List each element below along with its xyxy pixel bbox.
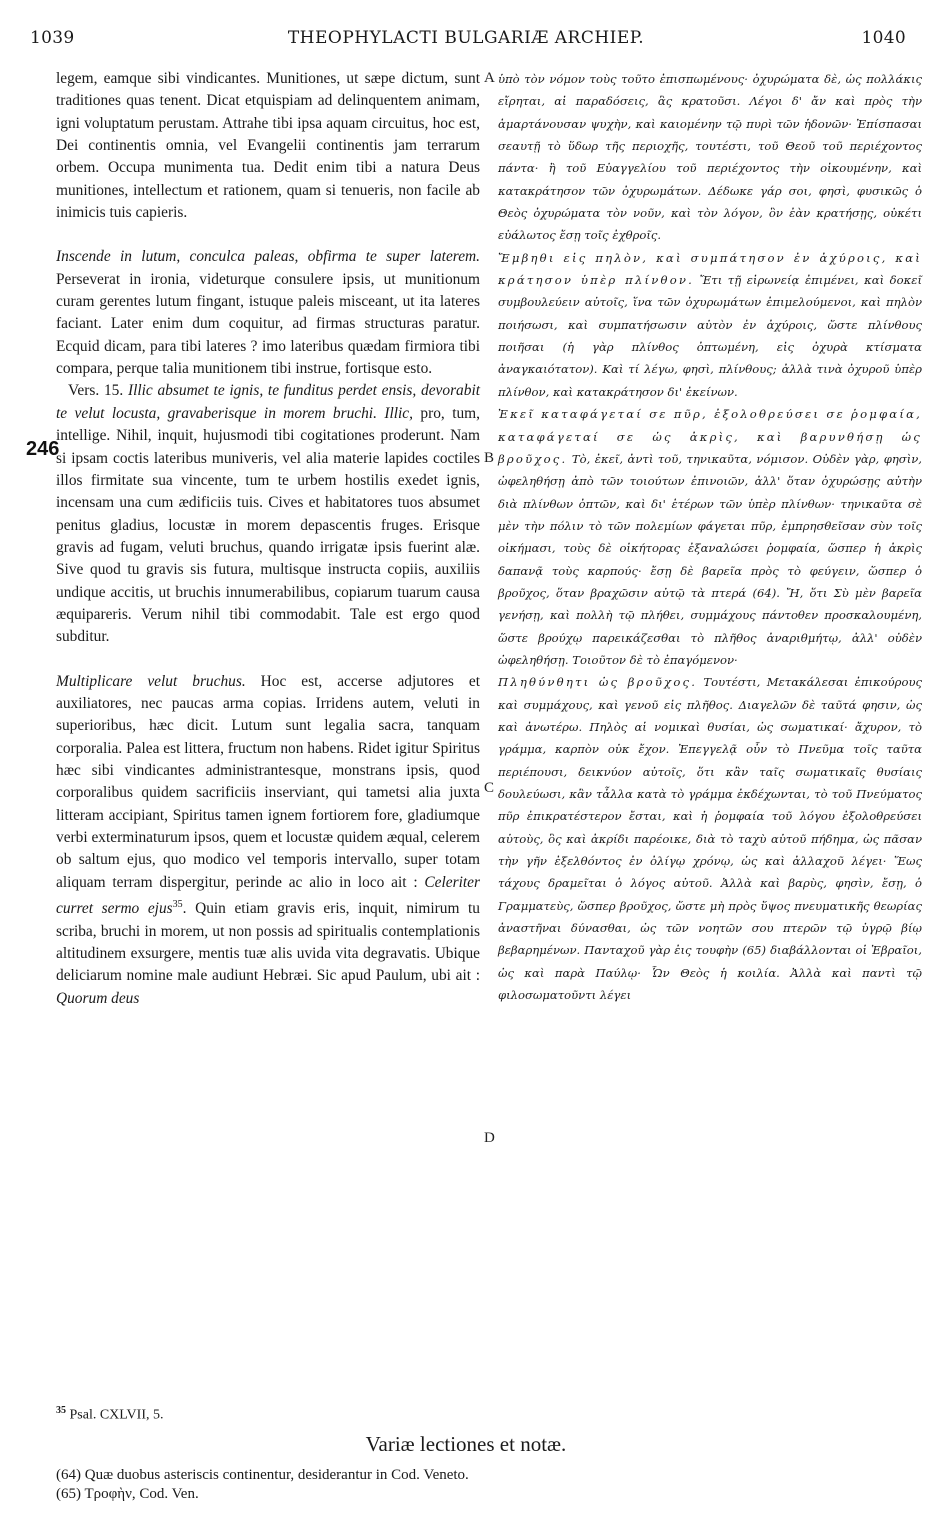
- latin-lemma-3: Illic absumet te ignis, te funditus perdet ensis, devorabit te velut locusta, gravaberisque in morem bruchi. Illic,: [56, 382, 480, 422]
- greek-lemma-2: Ἔμβηθι εἰς πηλὸν, καὶ συμπάτησον ἐν ἀχύροις, καὶ κράτησον ὑπὲρ πλίνθον.: [498, 250, 922, 288]
- greek-paragraph-3: [498, 403, 922, 671]
- greek-text-3: Τὸ, ἐκεῖ, ἀντὶ τοῦ, τηνικαῦτα, νόμισον. Οὐδὲν γὰρ, φησὶν, ὠφεληθήσῃ ἀπὸ τῶν τοιούτων ἐπινοιῶν, ἀλλ' ὅταν ὀχυρώσῃς αὐτὴν διὰ πλίνθων ὀπτῶν, καὶ δι' ἑτέρων τῶν ὑπὲρ πλίνθων· τηνικαῦτα σὲ μὲν τὴν πόλιν τὸ τῶν πολεμίων φάγεται πῦρ, ἐμπρησθεῖσαν σὺν τοῖς οἰκήμασι, τοὺς δὲ οἰκήτορας ἐξαναλώσει ῥομφαία, ὥσπερ ἡ ἀκρὶς δαπανᾷ τοὺς καρπούς· ἔσῃ δὲ βαρεῖα πρὸς τὸ φεύγειν, ὥσπερ ὁ βροῦχος, ὅταν βραχῶσιν αὐτῷ τὰ πτερά (64). Ἤ, ὅτι Σὺ μὲν βαρεῖα γενήσῃ, καὶ πολλὴ τῷ πλήθει, συμμάχους πάντοθεν προσκαλουμένη, ὥστε βρούχῳ παρεικάζεσθαι τὸ πλῆθος ἀναριθμήτῳ, ἀλλ' οὐδὲν ὠφεληθήσῃ. Τοιοῦτον δὲ τὸ ἐπαγόμενον·: [498, 451, 922, 667]
- latin-paragraph-1: legem, eamque sibi vindicantes. Munitiones, ut sæpe dictum, sunt traditiones quas tenent. Dicat etquispiam ad delinquentem animam, igni voluptatum perustam. Attrahe tibi ipsa aquam circuitus, hoc est, Dei continentis omnia, vel Evangelii continentis jam terrarum orbem. Occupa munimenta tua. Dedit enim tibi a natura Deus munitiones, intellectum et rationem, quam si tenueris, non facile ab inimicis tuis capieris.: [56, 70, 480, 222]
- footnote-number: 35: [56, 1405, 66, 1416]
- latin-text-4b: . Quin etiam gravis eris, inquit, nimirum tu scriba, bruchi in morem, ut non possis ad spiritualis contemplationis altitudinem exsurgere, mentis tuæ alis uvida vita degravatis. Ubique deliciarum nomine male audiunt Hebræi. Sic apud Paulum, ubi ait :: [56, 900, 480, 985]
- greek-paragraph-1: ὑπὸ τὸν νόμον τοὺς τοῦτο ἐπισπωμένους· ὀχυρώματα δὲ, ὡς πολλάκις εἴρηται, αἱ παραδόσεις, ἃς κρατοῦσι. Λέγοι δ' ἄν καὶ πρὸς τὴν ἁμαρτάνουσαν ψυχὴν, καὶ καιομένην τῷ πυρὶ τῶν ἡδονῶν· Ἐπίσπασαι σεαυτῇ τὸ ὕδωρ τῆς περιοχῆς, τουτέστι, τοῦ Θεοῦ τοῦ περιέχοντος πάντα· ἢ τοῦ Εὐαγγελίου τοῦ περιέχοντος τὴν οἰκουμένην, καὶ κατακράτησον τῶν ὀχυρωμάτων. Δέδωκε γάρ σοι, φησὶ, φυσικῶς ὁ Θεὸς ὀχυρώματα τὸν νοῦν, καὶ τὸν λόγον, ὃν ἐὰν κρατήσῃς, οὐκέτι εὐάλωτος ἔσῃ τοῖς ἐχθροῖς.: [498, 72, 922, 243]
- greek-text-4: Τουτέστι, Μετακάλεσαι ἐπικούρους καὶ συμμάχους, καὶ γενοῦ εἰς πλῆθος. Διαγελῶν δὲ ταῦτά φησιν, ὡς καὶ ἀνωτέρω. Πηλὸς αἱ νομικαὶ θυσίαι, ὡς σωματικαί· ἄχυρον, τὸ γράμμα, καρπὸν οὐκ ἔχον. Ἐπεγγελᾷ οὖν τὸ Πνεῦμα τοῖς ταῦτα περιέπουσι, δεικνύον αὐτοῖς, ὅτι κἂν ταῖς σωματικαῖς θυσίαις δουλεύωσι, κἂν τἆλλα κατὰ τὸ γράμμα ἐκδέχωνται, τὸ τοῦ Πνεύματος πῦρ ἐπικρατέστερον ἔσται, καὶ ἡ ῥομφαία τοῦ λόγου ἐξολοθρεύσει αὐτοὺς, ὃς καὶ ἀκρίδι παρέοικε, διὰ τὸ ταχὺ αὐτοῦ πήδημα, ὡς πᾶσαν τὴν γῆν ἐξελθόντος ἐν ὀλίγῳ χρόνῳ, ὡς καὶ ἀλλαχοῦ λέγει· Ἕως τάχους δραμεῖται ὁ λόγος αὐτοῦ. Ἀλλὰ καὶ βαρὺς, φησὶν, ἔσῃ, ὁ Γραμματεὺς, ὥσπερ βροῦχος, ὥστε μὴ πρὸς ὕψος πνευματικῆς θεωρίας ἀναστῆναι δύνασθαι, ὡς τῶν νοητῶν σου πτερῶν τῷ ὑγρῷ βίῳ βεβαρημένων. Πανταχοῦ γὰρ ἐις τουφὴν (65) διαβάλλονται οἱ Ἑβραῖοι, ὡς καὶ παρὰ Παύλῳ· Ὧν Θεὸς ἡ κοιλία. Ἀλλὰ καὶ παντὶ τῷ φιλοσωματοῦντι λέγει: [498, 675, 922, 1003]
- latin-citation: Celeriter curret sermo ejus: [56, 873, 480, 918]
- footnote-text: Psal. CXLVII, 5.: [66, 1407, 164, 1423]
- margin-marker-b: B: [484, 450, 495, 466]
- greek-paragraph-4: [498, 671, 922, 1006]
- greek-lemma-4: Πληθύνθητι ὡς βροῦχος.: [498, 675, 698, 690]
- page-number-right: 1040: [861, 28, 906, 48]
- note-65: (65) Τροφὴν, Cod. Ven.: [56, 1486, 199, 1502]
- latin-paragraph-3: [56, 380, 480, 648]
- latin-paragraph-4: [56, 671, 480, 1010]
- footnote: [56, 1405, 164, 1424]
- margin-marker-d: D: [484, 1130, 495, 1146]
- verse-label: Vers. 15.: [68, 382, 124, 400]
- latin-paragraph-2: [56, 246, 480, 380]
- latin-citation-2: Quorum deus: [56, 989, 140, 1007]
- note-64: (64) Quæ duobus asteriscis continentur, desiderantur in Cod. Veneto.: [56, 1467, 469, 1483]
- side-number: 246: [26, 438, 60, 460]
- margin-marker-a: A: [484, 70, 495, 86]
- greek-text-2: Ἔτι τῇ εἰρωνείᾳ ἐπιμένει, καὶ δοκεῖ συμβουλεύειν αὐτοῖς, ἵνα τῶν ὀχυρωμάτων ἐπιμελούμενοι, καὶ πηλὸν ποιήσωσι, καὶ συμπατήσωσιν αὐτὸν ἐν ἀχύροις, ὥστε πλίνθους ποιῆσαι (ἡ γὰρ πλίνθος ὀπτωμένη, εἰς ὀχυρὰ κτίσματα ἀναγκαιότατον). Καὶ τί λέγω, φησὶ, πλίνθους; ἀλλὰ τινὰ ὀχυροῦ ὑπὲρ πλίνθον, καὶ κατακράτησον δι' ἐκείνων.: [498, 273, 923, 399]
- greek-paragraph-2: [498, 247, 922, 403]
- latin-text-3: pro, tum, intellige. Nihil, inquit, hujusmodi tibi cogitationes proderunt. Nam si ipsam coctis lateribus muniveris, vel alia materie lapides coctiles illos firmitate sua vincente, tum te urbem hostilis exedet ignis, incensam una cum ædificiis tuis. Cives et habitatores tuos absumet penitus gladius, locustæ in morem depascentis fruges. Erisque gravis ad fugam, veluti bruchus, quando irrigatæ ipsis fuerint alæ. Sive quod tu gravis sis futura, multisque instructa copiis, auxiliis undique accitis, ut bruchis innumerabilibus, copiarum tuarum causa æquipareris. Verum nihil tibi commodabit. Tale est ergo quod subditur.: [56, 404, 480, 646]
- latin-lemma-2: Inscende in lutum, conculca paleas, obfirma te super laterem.: [56, 248, 480, 266]
- latin-column: [56, 68, 480, 1010]
- latin-text-4: Hoc est, accerse adjutores et auxiliatores, nec paucas arma copias. Irridens autem, veluti in superioribus, hæc dicit. Lutum sunt legalia sacra, tanquam corporalia. Palea est littera, fructum non habens. Ridet igitur Spiritus hæc sibi vindicantes administrantesque, monstrans ipsis, quod corporalibus quidem sacrificiis inserviant, qui tametsi alia juxta litteram accipiant, Spiritus tamen ignem fortiorem fore, gladiumque verbi exterminaturum ipsos, quem et locustæ quidem æqual, celerem ob saltum ejus, quo modico vel temporis intervallo, super totam aliquam terram dispergitur, perinde ac alio in loco ait :: [56, 672, 480, 891]
- greek-lemma-3: Ἐκεῖ καταφάγεταί σε πῦρ, ἐξολοθρεύσει σε ῥομφαία, καταφάγεταί σε ὡς ἀκρὶς, καὶ βαρυνθήσῃ ὡς βροῦχος.: [498, 407, 922, 466]
- running-header: [0, 28, 932, 58]
- latin-lemma-4: Multiplicare velut bruchus.: [56, 672, 246, 690]
- running-title: THEOPHYLACTI BULGARIÆ ARCHIEP.: [287, 28, 645, 48]
- variant-notes: [56, 1466, 916, 1504]
- latin-text-2: Perseverat in ironia, videturque consulere ipsis, ut munitionum curam gerentes lutum fingant, istuque paleis misceant, ut ita lateres faciant. Later enim dum coquitur, ad firmas structuras paratur. Ecquid dicam, para tibi lateres ? imo lateribus quædam firmiora tibi compara, perque talia munitionem tibi instrue, fortisque esto.: [56, 270, 480, 378]
- page-number-left: 1039: [30, 28, 75, 48]
- notes-heading: Variæ lectiones et notæ.: [365, 1432, 567, 1456]
- margin-marker-c: C: [484, 780, 495, 796]
- footnote-ref: 35: [172, 899, 183, 911]
- greek-column: [498, 68, 922, 1006]
